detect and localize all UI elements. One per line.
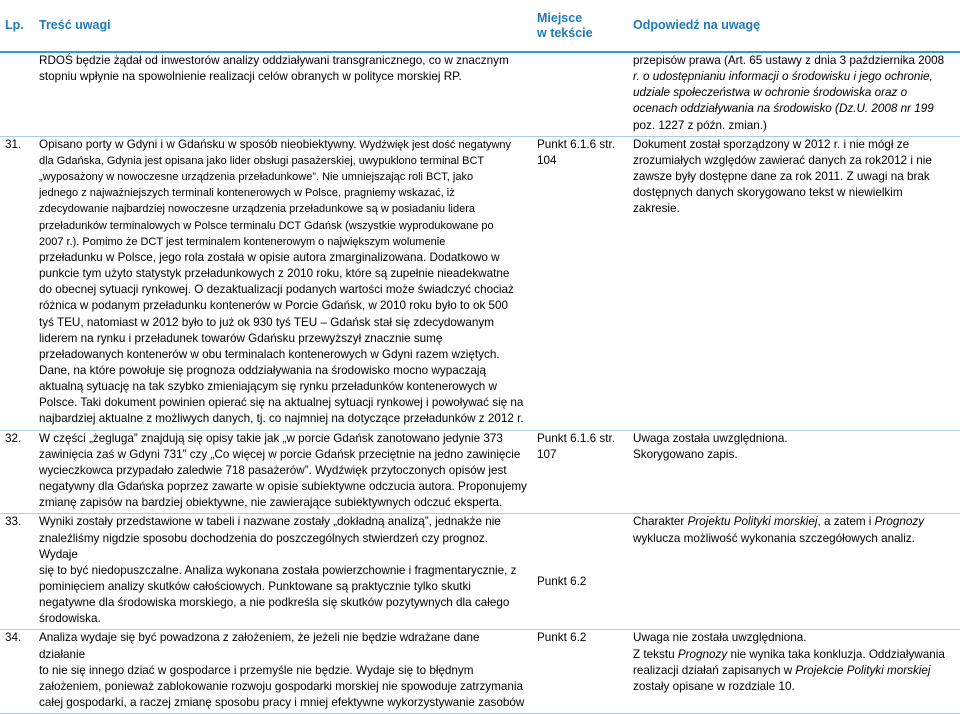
row-answer <box>628 514 960 630</box>
answer-line: r. o udostępnianiu informacji o środowisku i jego ochronie, <box>633 70 933 84</box>
comment-line: tyś TEU, natomiast w 2012 było to już ok 930 tyś TEU – Gdańsk stał się zdecydowanym <box>39 315 494 329</box>
answer-part: Prognozy <box>874 515 925 529</box>
comment-line: Polsce. Taki dokument powinien opierać się na aktualnej sytuacji rynkowej i powoływać się na <box>39 396 524 410</box>
table-row <box>0 136 960 430</box>
comment-line: przeładowanych kontenerów w obu terminalach kontenerowych w Gdyni razem wziętych. <box>39 347 500 361</box>
answer-line: Skorygowano zapis. <box>633 447 738 461</box>
comment-line: do obecnej sytuacji rynkowej. O dezaktualizacji podanych wartości może świadczyć chociaż <box>39 283 514 297</box>
comment-line: Dane, na które powołuje się prognoza oddziaływania na środowisko mocno wypaczają <box>39 363 486 377</box>
table-row <box>0 630 960 714</box>
row-comment <box>34 136 532 430</box>
comment-line: negatywne dla środowiska morskiego, a nie podkreśla się skutków pozytywnych dla całego <box>39 596 510 610</box>
comment-line: przeładunku w Polsce, jego rola została w opisie autora zmarginalizowana. Dodatkowo w <box>39 250 500 264</box>
header-lp: Lp. <box>0 0 34 52</box>
comment-line: RDOŚ będzie żądał od inwestorów analizy oddziaływani transgranicznego, co w znacznym <box>39 54 509 67</box>
answer-part: nie wynika taka konkluzja. Oddziaływania <box>727 647 945 661</box>
answer-line: Uwaga została uwzględniona. <box>633 431 788 445</box>
comment-line: środowiska. <box>39 612 101 626</box>
answer-part: Projekcie Polityki morskiej <box>795 663 931 677</box>
row-place: Punkt 6.2 <box>532 630 628 714</box>
comment-line-part: Nie umniejszając roli BCT, jako <box>319 171 474 184</box>
answer-line: zawsze były dostępne dane za rok 2011. Z uwagi na brak <box>633 170 930 184</box>
row-number: 33. <box>0 514 34 630</box>
header-miejsce <box>532 0 628 52</box>
answer-part: Prognozy <box>677 647 728 661</box>
answer-part: Z tekstu <box>633 647 678 661</box>
comment-line: jednego z najważniejszych terminali kontenerowych w Polsce, pragniemy wskazać, iż <box>39 187 455 200</box>
answer-part: realizacji działań zapisanych w <box>633 663 796 677</box>
row-answer <box>628 430 960 514</box>
answer-part: , a zatem i <box>817 515 875 529</box>
comment-line: liderem na rynku i przeładunek towarów Gdańsku przewyższył znacznie sumę <box>39 331 443 345</box>
row-number: 32. <box>0 430 34 514</box>
comment-line: znaleźliśmy nigdzie sposobu dochodzenia do poszczególnych stwierdzeń czy prognoz. Wydaje <box>39 531 488 561</box>
header-row <box>0 0 960 52</box>
answer-line: udziale społeczeństwa w ochronie środowiska oraz o <box>633 86 908 100</box>
place-line: 104 <box>537 153 557 167</box>
row-number <box>0 52 34 136</box>
row-number: 31. <box>0 136 34 430</box>
answer-line: zostały opisane w rozdziale 10. <box>633 679 795 693</box>
comment-line: to nie się innego dziać w gospodarce i przemyśle nie będzie. Wydaje się to błędnym <box>39 663 474 677</box>
answer-line: Dokument został sporządzony w 2012 r. i nie mógł ze <box>633 137 910 151</box>
row-answer <box>628 52 960 136</box>
answer-line: poz. 1227 z późn. zmian.) <box>633 118 767 132</box>
place-line: 107 <box>537 447 557 461</box>
row-place <box>532 52 628 136</box>
comment-line: założeniem, ponieważ zablokowanie rozwoju gospodarki morskiej nie spowoduje zatrzymania <box>39 679 523 693</box>
comment-line: się to być niedopuszczalne. Analiza wykonana została powierzchownie i fragmentarycznie, z <box>39 563 517 577</box>
answer-line: dostępnych danych skorygowano tekst w niewielkim <box>633 186 903 200</box>
comment-line: zawinięcia zaś w Gdyni 731” czy „Co więcej w porcie Gdańsk przeciętnie na jedno zawinięcie <box>39 447 521 461</box>
comment-line: różnica w podanym przeładunku kontenerów w Porcie Gdańsk, w 2010 roku było to ok 500 <box>39 299 509 313</box>
answer-line: ocenach oddziaływania na środowisko (Dz.U. 2008 nr 199 <box>633 102 934 116</box>
comment-line: wycieczkowca przypadało zaledwie 718 pasażerów”. Wydźwięk przytoczonych opisów jest <box>39 463 507 477</box>
place-line: Punkt 6.2 <box>537 575 587 589</box>
row-comment <box>34 514 532 630</box>
row-place <box>532 136 628 430</box>
comment-line: Analiza wydaje się być powadzona z założeniem, że jeżeli nie będzie wdrażane dane działanie <box>39 631 480 661</box>
header-miejsce-line1: Miejsce <box>537 10 583 25</box>
header-odpowiedz: Odpowiedź na uwagę <box>628 0 960 52</box>
row-place <box>532 514 628 630</box>
comment-line: Wyniki zostały przedstawione w tabeli i nazwane zostały „dokładną analizą”, jednakże nie <box>39 515 501 529</box>
place-line: Punkt 6.1.6 str. <box>537 431 615 445</box>
comment-line: 2007 r.). Pomimo że DCT jest terminalem kontenerowym o największym wolumenie <box>39 235 446 248</box>
row-comment <box>34 430 532 514</box>
answer-part: Projektu Polityki morskiej <box>687 515 818 529</box>
comment-line: całej gospodarki, a raczej zmianę sposobu pracy i mniej efektywne wykorzystywanie zasobów <box>39 696 525 710</box>
row-answer <box>628 630 960 714</box>
row-comment <box>34 630 532 714</box>
place-line: Punkt 6.1.6 str. <box>537 137 615 151</box>
comment-line: punkcie tym użyto statystyk przeładunkowych z 2010 roku, które są zupełnie nieadekwatne <box>39 267 510 281</box>
answer-line: zakresie. <box>633 202 680 216</box>
row-comment <box>34 52 532 136</box>
comment-line: Opisano porty w Gdyni i w Gdańsku w sposób nieobiektywny. <box>39 137 357 151</box>
table-row <box>0 514 960 630</box>
table-row <box>0 52 960 136</box>
comment-line: przeładunków terminalowych w Polsce terminalu DCT Gdańsk (wszystkie wyprodukowane po <box>39 219 494 232</box>
answer-line: przepisów prawa (Art. 65 ustawy z dnia 3 października 2008 <box>633 54 945 67</box>
answer-part: Charakter <box>633 515 688 529</box>
answer-line: wyklucza możliwość wykonania szczegółowych analiz. <box>633 531 915 545</box>
comment-line: zmianę zapisów na bardziej obiektywne, nie zawierające subiektywnych odczuć eksperta. <box>39 496 503 510</box>
comment-line: stopniu wpłynie na spowolnienie realizacji celów obranych w polityce morskiej RP. <box>39 70 462 84</box>
answer-line: Uwaga nie została uwzględniona. <box>633 631 807 645</box>
header-miejsce-line2: w tekście <box>537 25 593 40</box>
comment-line: zdecydowanie najbardziej nowoczesne urządzenia przeładunkowe są w posiadaniu lidera <box>39 203 475 216</box>
row-place <box>532 430 628 514</box>
comment-line: najbardziej aktualne z możliwych danych, tj. co najmniej na dotyczące przeładunków z 2012 r. <box>39 412 524 426</box>
comment-line: pominięciem analizy skutków całościowych. Punktowane są praktycznie tylko skutki <box>39 580 471 593</box>
row-answer <box>628 136 960 430</box>
comment-line: W części „żegluga” znajdują się opisy takie jak „w porcie Gdańsk zanotowano jedynie 373 <box>39 431 503 445</box>
comment-line: dla Gdańska, Gdynia jest opisana jako lider obsługi pasażerskiej, uwypuklono terminal BCT <box>39 154 485 167</box>
comment-line: „wyposażony w nowoczesne urządzenia przeładunkowe”. <box>39 171 320 184</box>
comment-line: aktualną sytuację na tak szybko zmieniającym się rynku przeładunków kontenerowych w <box>39 380 497 394</box>
answer-line: zrozumiałych względów zawierać danych za rok2012 i nie <box>633 153 932 167</box>
comment-line-part: Wydźwięk jest dość negatywny <box>356 138 512 151</box>
header-tresc: Treść uwagi <box>34 0 532 52</box>
table-row <box>0 430 960 514</box>
row-number: 34. <box>0 630 34 714</box>
comment-line: negatywny dla Gdańska poprzez zawarte w opisie subiektywne odczucia autora. Proponujemy <box>39 480 527 494</box>
